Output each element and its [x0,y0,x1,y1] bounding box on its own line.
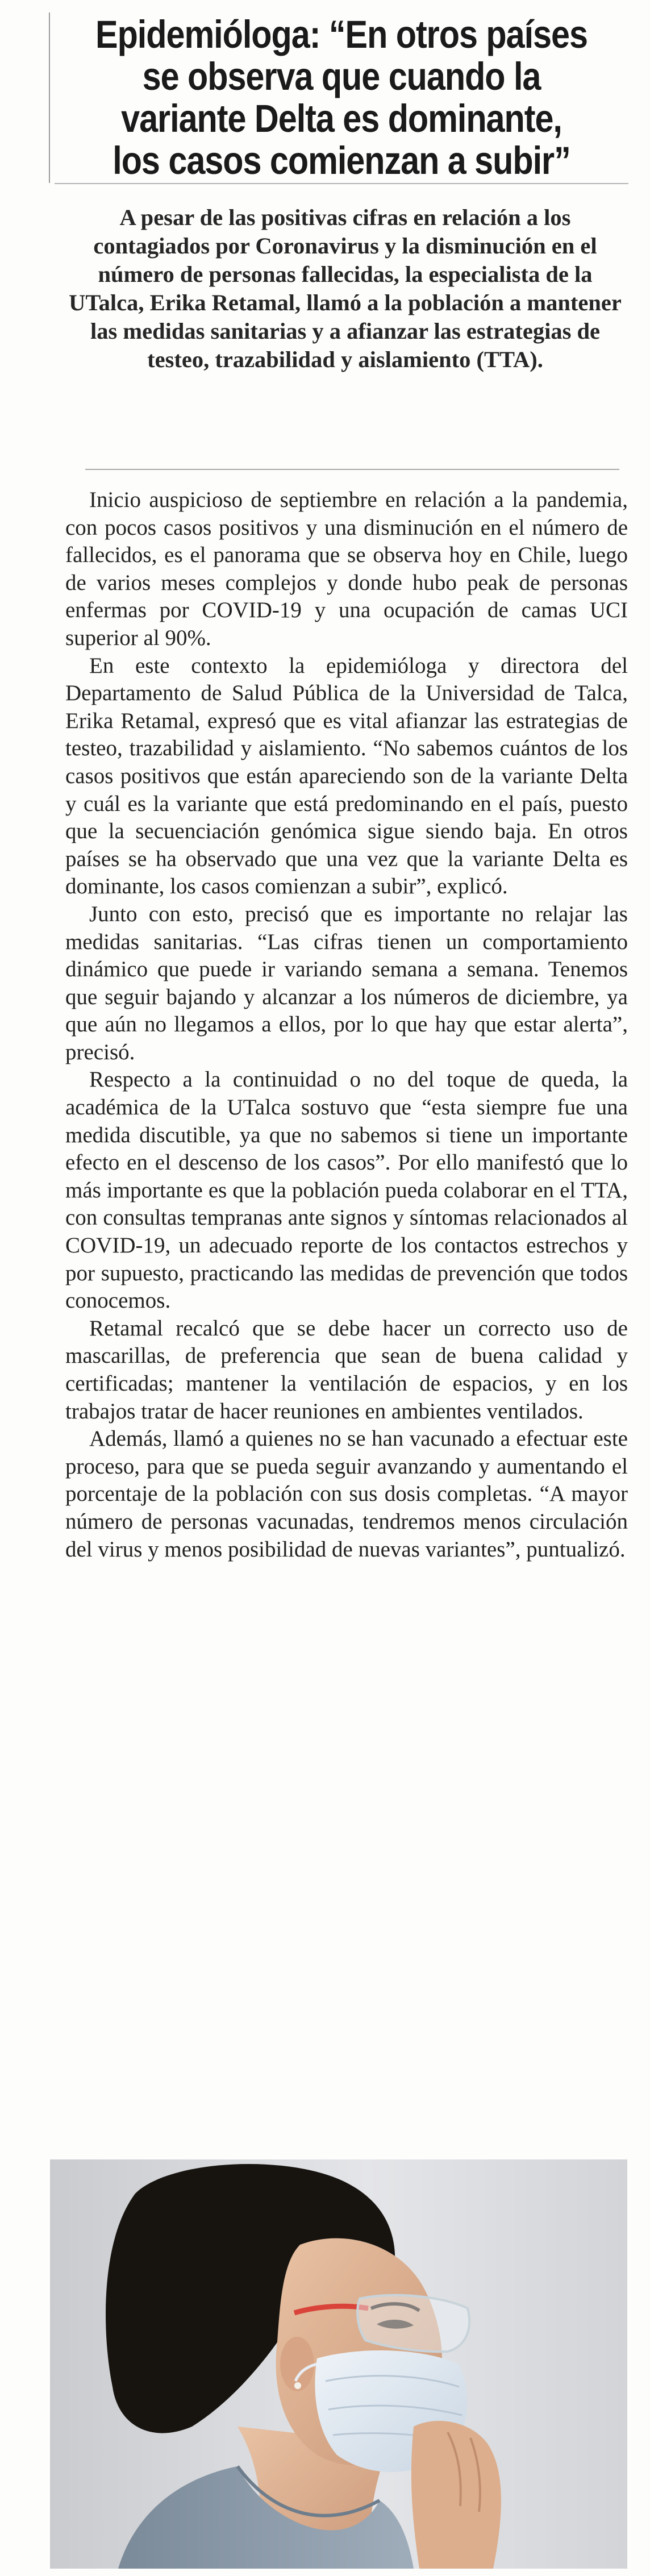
article-body [65,486,628,1563]
safety-glasses [357,2295,469,2352]
body-paragraph: Junto con esto, precisó que es importante no relajar las medidas sanitarias. “Las cifras tienen un comportamiento dinámico que puede ir variando semana a semana. Tenemos que seguir bajando y alcanzar a los números de diciembre, ya que aún no llegamos a ellos, por lo que hay que estar alerta”, precisó. [65,901,628,1064]
masked-health-worker-illustration [50,2159,627,2569]
body-paragraph: Además, llamó a quienes no se han vacunado a efectuar este proceso, para que se pueda seguir avanzando y aumentando el porcentaje de la población con sus dosis completas. “A mayor número de personas vacunadas, tendremos menos circulación del virus y menos posibilidad de nuevas variantes”, puntualizó. [65,1426,628,1562]
headline-side-rule [49,13,50,183]
lead-divider [85,469,619,470]
body-paragraph: En este contexto la epidemióloga y directora del Departamento de Salud Pública de la Universidad de Talca, Erika Retamal, expresó que es vital afianzar las estrategias de testeo, trazabilidad y aislamiento. “No sabemos cuántos de los casos positivos que están apareciendo son de la variante Delta y cuál es la variante que está predominando en el país, puesto que la secuenciación genómica sigue siendo baja. En otros países se ha observado que una vez que la variante Delta es dominante, los casos comienzan a subir”, explicó. [65,653,628,899]
article-photo [50,2159,627,2569]
body-paragraph: Inicio auspicioso de septiembre en relación a la pandemia, con pocos casos positivos y una disminución en el número de fallecidos, es el panorama que se observa hoy en Chile, luego de varios meses complejos y donde hubo peak de personas enfermas por COVID-19 y una ocupación de camas UCI superior al 90%. [65,488,628,650]
article-headline: Epidemióloga: “En otros países se observa que cuando la variante Delta es dominante, los casos comienzan a subir” [95,13,588,182]
earring [294,2382,301,2389]
article-lead: A pesar de las positivas cifras en relación a los contagiados por Coronavirus y la disminución en el número de personas fallecidas, la especialista de la UTalca, Erika Retamal, llamó a la población a mantener las medidas sanitarias y a afianzar las estrategias de testeo, trazabilidad y aislamiento (TTA). [69,205,622,372]
body-paragraph: Respecto a la continuidad o no del toque de queda, la académica de la UTalca sostuvo que “esta siempre fue una medida discutible, ya que no sabemos si tiene un importante efecto en el descenso de los casos”. Por ello manifestó que lo más importante es que la población pueda colaborar en el TTA, con consultas tempranas ante signos y síntomas relacionados al COVID-19, un adecuado reporte de los contactos estrechos y por supuesto, practicando las medidas de prevención que todos conocemos. [65,1067,628,1313]
headline-divider [55,183,628,184]
body-paragraph: Retamal recalcó que se debe hacer un correcto uso de mascarillas, de preferencia que sean de buena calidad y certificadas; mantener la ventilación de espacios, y en los trabajos tratar de hacer reuniones en ambientes ventilados. [65,1316,628,1424]
